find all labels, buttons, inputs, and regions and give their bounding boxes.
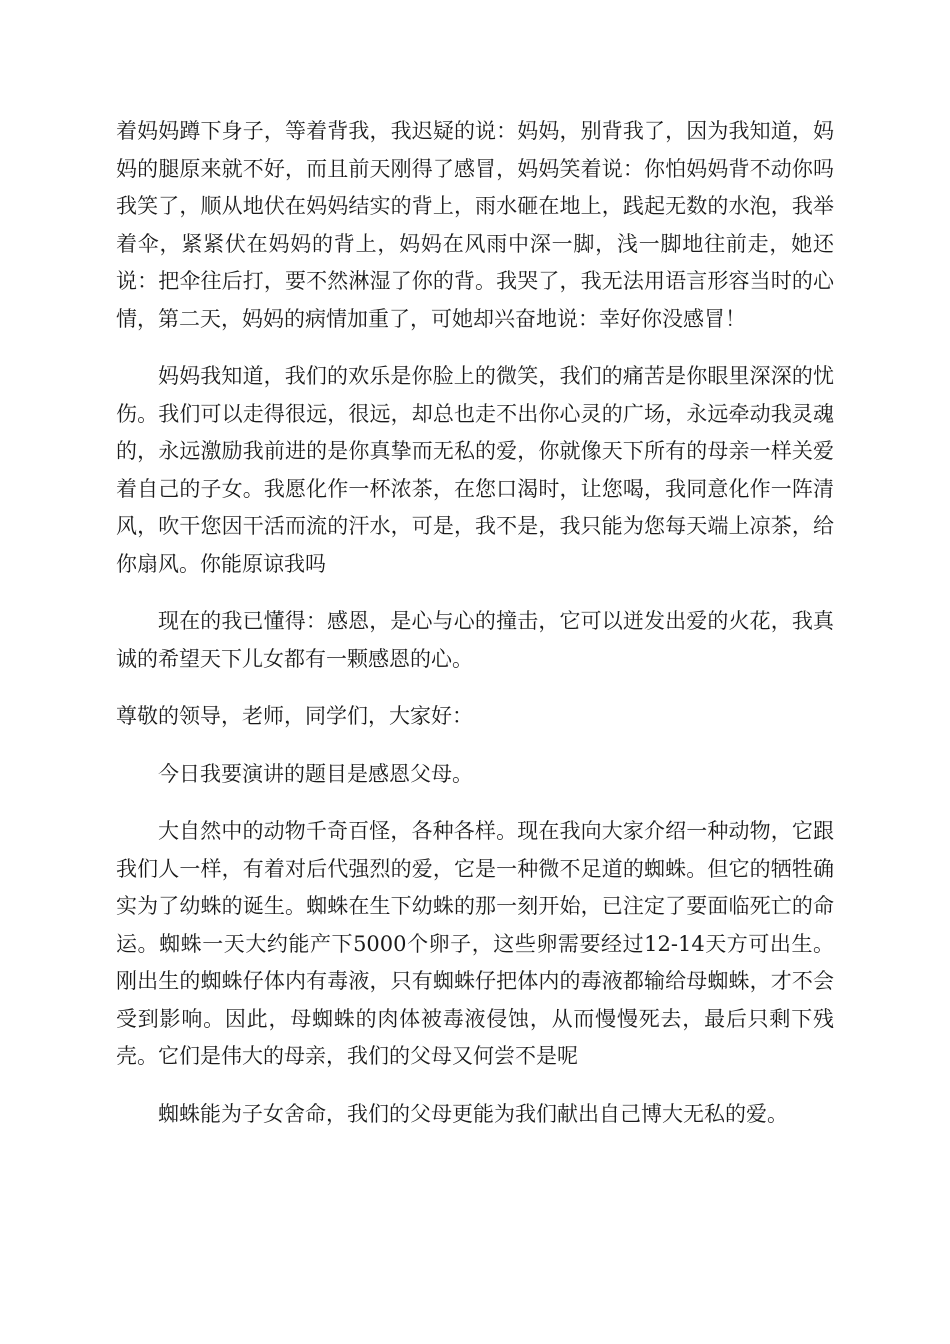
- paragraph-parents-love: 蜘蛛能为子女舍命，我们的父母更能为我们献出自己博大无私的爱。: [158, 1101, 788, 1126]
- paragraph-mother-love: 妈妈我知道，我们的欢乐是你脸上的微笑，我们的痛苦是你眼里深深的忧伤。我们可以走得很远，很远，却总也走不出你心灵的广场，永远牵动我灵魂的，永远激励我前进的是你真挚而无私的爱，你就像天下所有的母亲一样关爱着自己的子女。我愿化作一杯浓茶，在您口渴时，让您喝，我同意化作一阵清风，吹干您因干活而流的汗水，可是，我不是，我只能为您每天端上凉茶，给你扇风。你能原谅我吗: [116, 364, 834, 576]
- paragraph-mother-carrying: 着妈妈蹲下身子，等着背我，我迟疑的说：妈妈，别背我了，因为我知道，妈妈的腿原来就不好，而且前天刚得了感冒，妈妈笑着说：你怕妈妈背不动你吗我笑了，顺从地伏在妈妈结实的背上，雨水砸在地上，践起无数的水泡，我举着伞，紧紧伏在妈妈的背上，妈妈在风雨中深一脚，浅一脚地往前走，她还说：把伞往后打，要不然淋湿了你的背。我哭了，我无法用语言形容当时的心情，第二天，妈妈的病情加重了，可她却兴奋地说：幸好你没感冒！: [116, 119, 834, 331]
- paragraph-spider-story: 大自然中的动物千奇百怪，各种各样。现在我向大家介绍一种动物，它跟我们人一样，有着对后代强烈的爱，它是一种微不足道的蜘蛛。但它的牺牲确实为了幼蛛的诞生。蜘蛛在生下幼蛛的那一刻开始，已注定了要面临死亡的命运。蜘蛛一天大约能产下5000个卵子，这些卵需要经过12-14天方可出生。刚出生的蜘蛛仔体内有毒液，只有蜘蛛仔把体内的毒液都输给母蜘蛛，才不会受到影响。因此，母蜘蛛的肉体被毒液侵蚀，从而慢慢死去，最后只剩下残壳。它们是伟大的母亲，我们的父母又何尝不是呢: [116, 819, 834, 1068]
- paragraph-gratitude: 现在的我已懂得：感恩，是心与心的撞击，它可以迸发出爱的火花，我真诚的希望天下儿女都有一颗感恩的心。: [116, 609, 834, 671]
- document-body: [116, 113, 834, 1153]
- speech-topic: 今日我要演讲的题目是感恩父母。: [158, 761, 473, 786]
- speech-greeting: 尊敬的领导，老师，同学们，大家好：: [116, 704, 473, 728]
